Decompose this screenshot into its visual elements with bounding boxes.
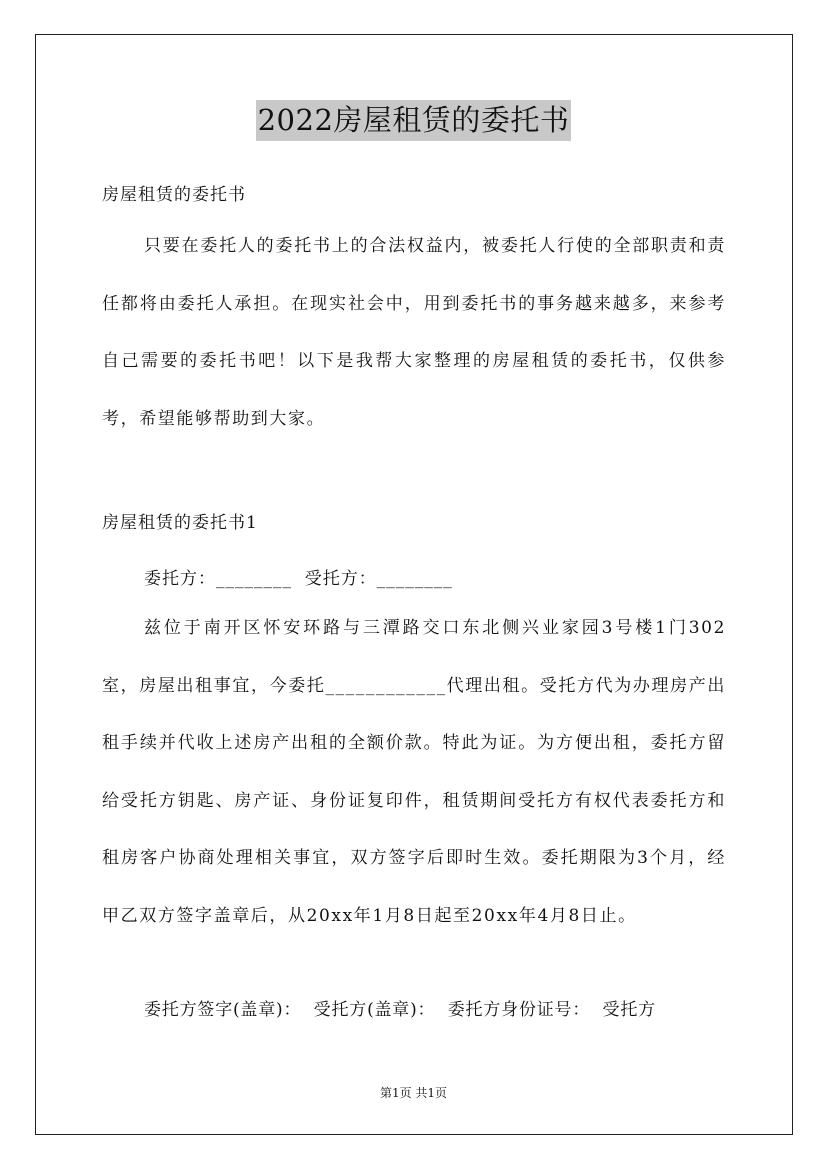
title-container — [0, 100, 827, 141]
signature-line: 委托方签字(盖章)： 受托方(盖章)： 委托方身份证号： 受托方 — [144, 1000, 656, 1020]
document-subtitle: 房屋租赁的委托书 — [102, 185, 246, 205]
document-title: 2022房屋租赁的委托书 — [256, 100, 572, 141]
page-footer: 第1页 共1页 — [379, 1086, 448, 1100]
parties-line: 委托方：________ 受托方：________ — [144, 569, 453, 589]
intro-paragraph: 只要在委托人的委托书上的合法权益内，被委托人行使的全部职责和责任都将由委托人承担。在现实社会中，用到委托书的事务越来越多，来参考自己需要的委托书吧！以下是我帮大家整理的房屋租赁的委托书，仅供参考，希望能够帮助到大家。 — [102, 236, 726, 429]
body-paragraph: 兹位于南开区怀安环路与三潭路交口东北侧兴业家园3号楼1门302室，房屋出租事宜，今委托____________代理出租。受托方代为办理房产出租手续并代收上述房产出租的全额价款。特此为证。为方便出租，委托方留给受托方钥匙、房产证、身份证复印件，租赁期间受托方有权代表委托方和租房客户协商处理相关事宜，双方签字后即时生效。委托期限为3个月，经甲乙双方签字盖章后，从20xx年1月8日起至20xx年4月8日止。 — [102, 618, 726, 926]
section-heading: 房屋租赁的委托书1 — [102, 513, 258, 533]
